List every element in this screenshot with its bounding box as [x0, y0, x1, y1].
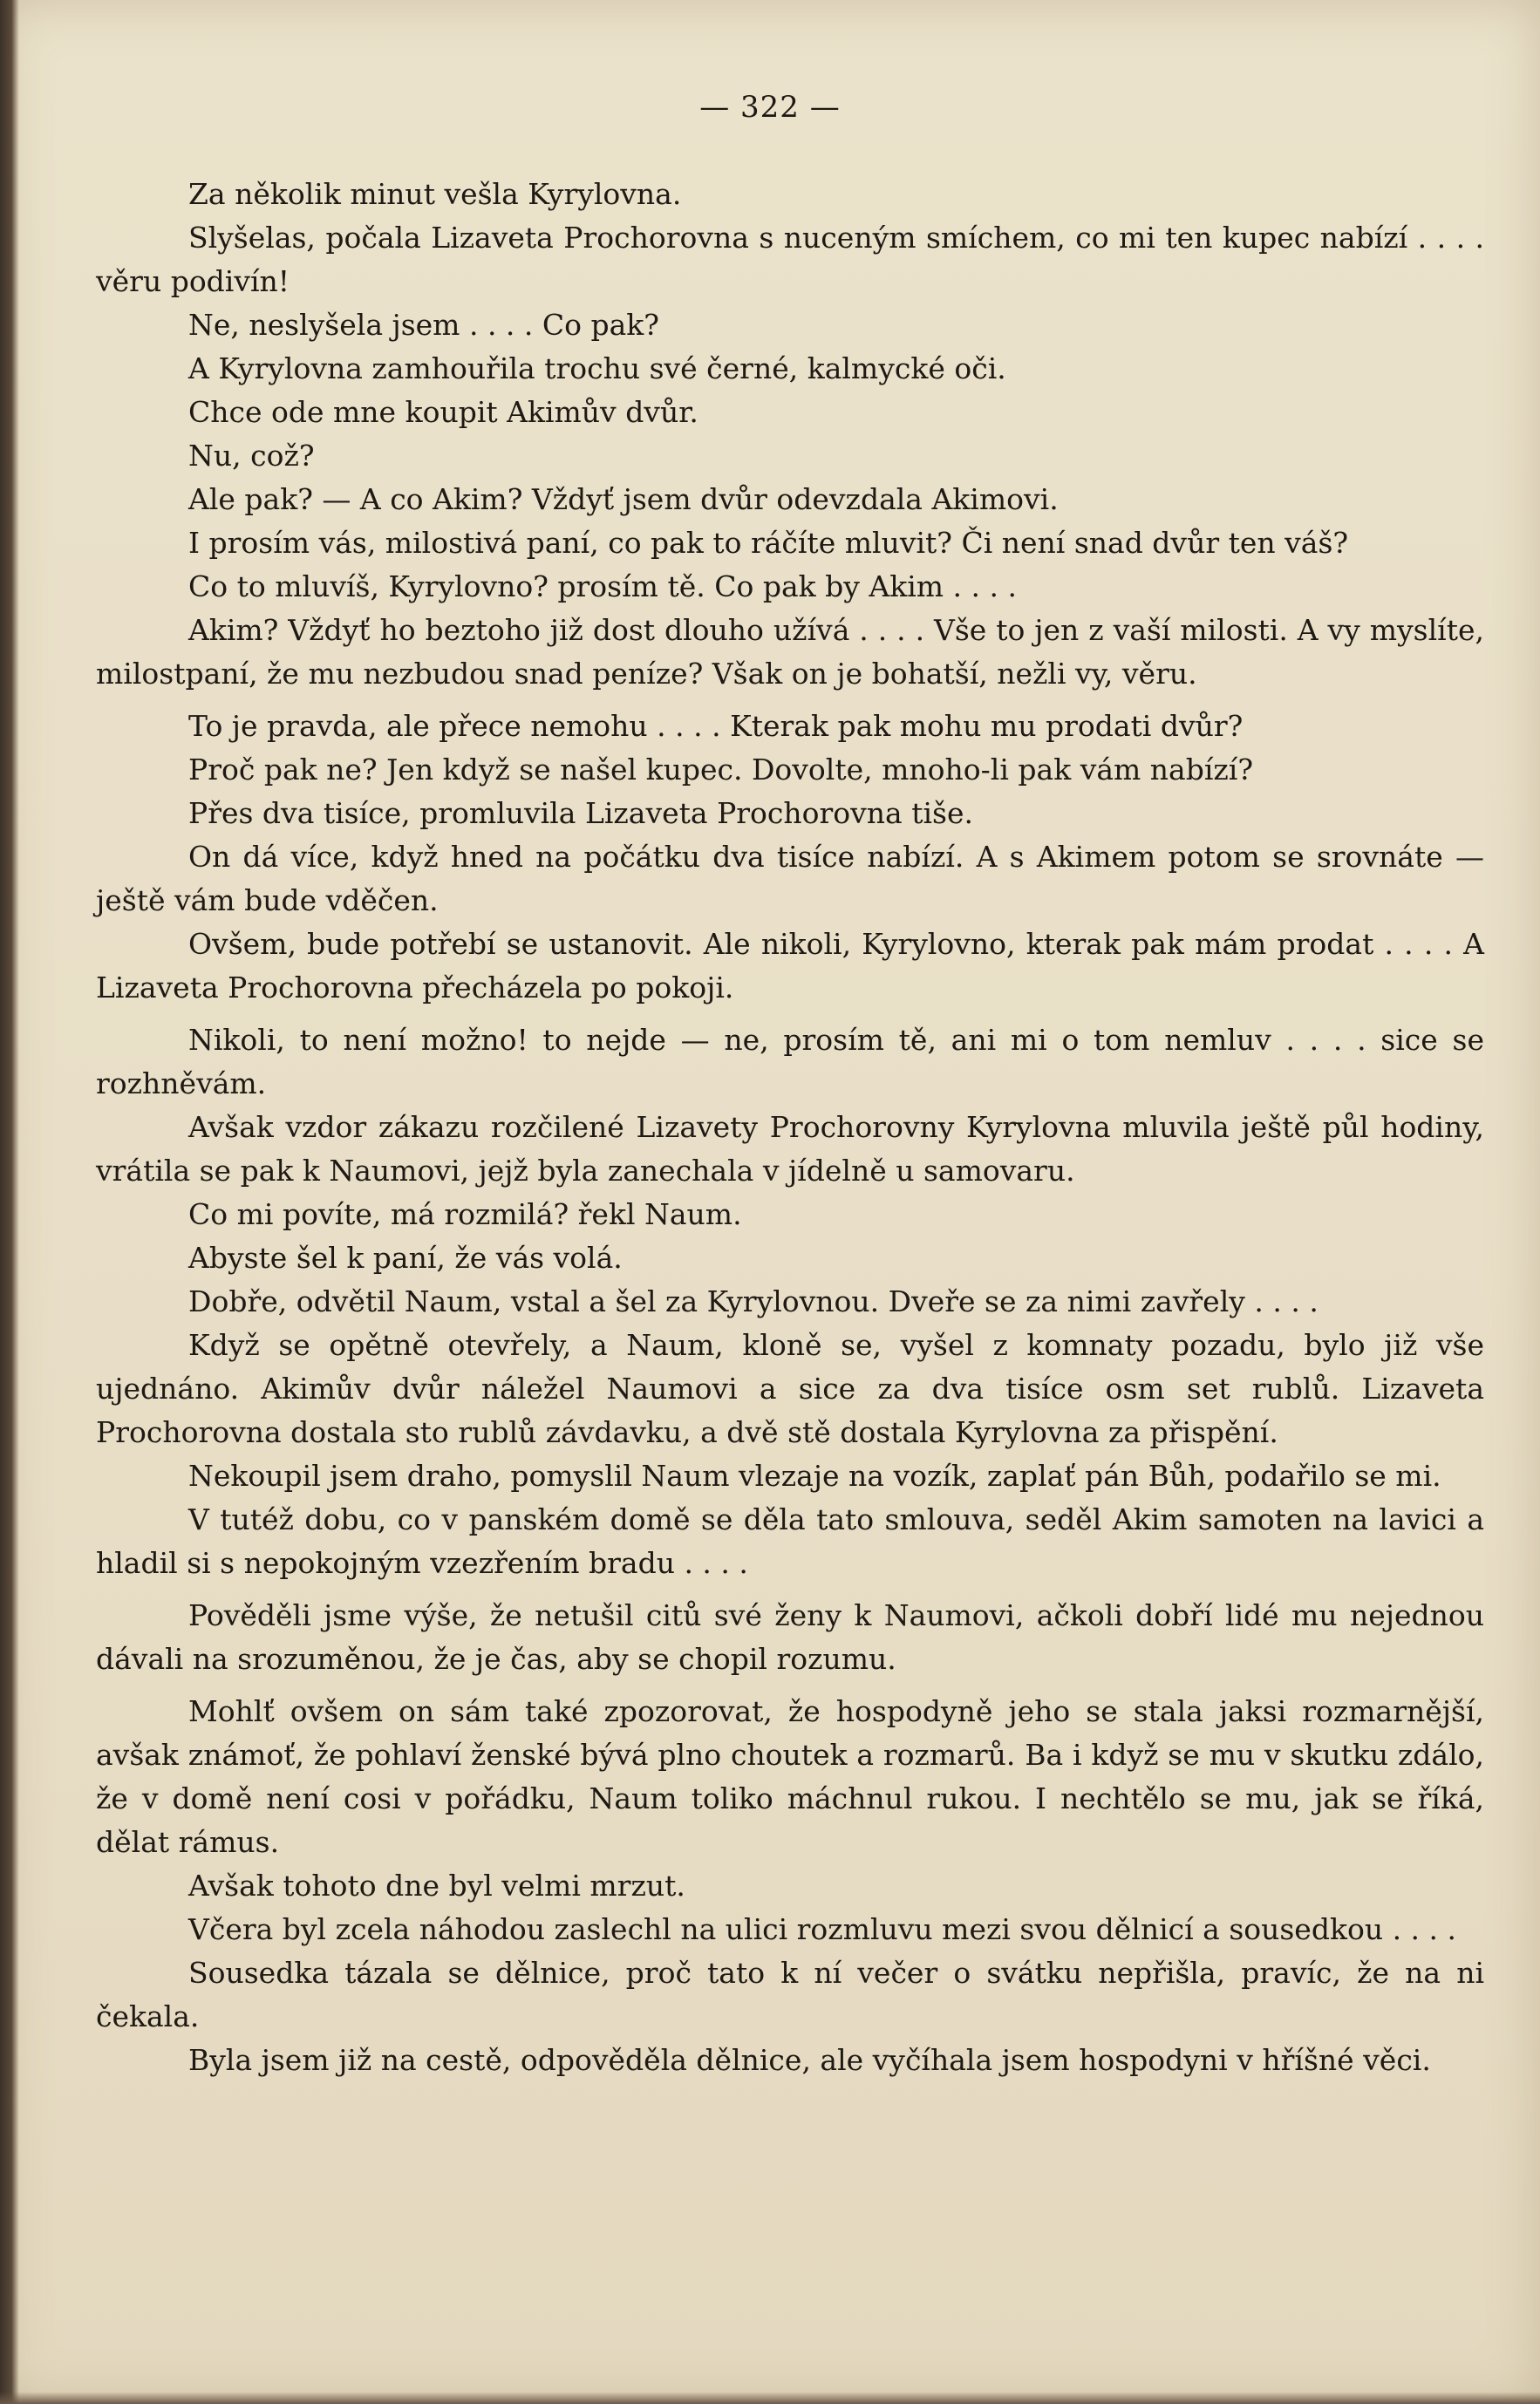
paragraph: Slyšelas, počala Lizaveta Prochorovna s nuceným smíchem, co mi ten kupec nabízí . . . . věru podivín! — [96, 221, 1484, 298]
paragraph: Proč pak ne? Jen když se našel kupec. Dovolte, mnoho-li pak vám nabízí? — [188, 753, 1254, 787]
paragraph: Co to mluvíš, Kyrylovno? prosím tě. Co pak by Akim . . . . — [188, 569, 1017, 603]
paragraph: Za několik minut vešla Kyrylovna. — [188, 177, 682, 211]
paragraph: Byla jsem již na cestě, odpověděla dělnice, ale vyčíhala jsem hospodyni v hříšné věci. — [188, 2043, 1431, 2077]
paragraph: I prosím vás, milostivá paní, co pak to ráčíte mluvit? Či není snad dvůr ten váš? — [188, 526, 1349, 560]
paragraph: A Kyrylovna zamhouřila trochu své černé, kalmycké oči. — [188, 351, 1006, 385]
paragraph: Ale pak? — A co Akim? Vždyť jsem dvůr odevzdala Akimovi. — [188, 482, 1059, 516]
paragraph: Nu, což? — [188, 439, 315, 473]
paragraph: Mohlť ovšem on sám také zpozorovat, že hospodyně jeho se stala jaksi rozmarnější, avšak známoť, že pohlaví ženské bývá plno choutek a rozmarů. Ba i když se mu v skutku zdálo, že v domě není cosi v pořádku, Naum toliko máchnul rukou. I nechtělo se mu, jak se říká, dělat rámus. — [96, 1694, 1484, 1859]
paragraph: Abyste šel k paní, že vás volá. — [188, 1241, 623, 1275]
paragraph: On dá více, když hned na počátku dva tisíce nabízí. A s Akimem potom se srovnáte — ještě vám bude vděčen. — [96, 840, 1484, 917]
paragraph: Avšak tohoto dne byl velmi mrzut. — [188, 1869, 685, 1903]
paragraph: Nikoli, to není možno! to nejde — ne, prosím tě, ani mi o tom nemluv . . . . sice se rozhněvám. — [96, 1023, 1484, 1100]
paragraph: Ne, neslyšela jsem . . . . Co pak? — [188, 308, 659, 342]
paragraph: Dobře, odvětil Naum, vstal a šel za Kyrylovnou. Dveře se za nimi zavřely . . . . — [188, 1284, 1319, 1318]
page-binding-edge — [0, 0, 19, 2404]
paragraph: Akim? Vždyť ho beztoho již dost dlouho užívá . . . . Vše to jen z vaší milosti. A vy myslíte, milostpaní, že mu nezbudou snad peníze? Však on je bohatší, nežli vy, věru. — [96, 613, 1484, 691]
paragraph: Chce ode mne koupit Akimův dvůr. — [188, 395, 698, 429]
page-bottom-edge — [0, 2392, 1540, 2404]
paragraph: Nekoupil jsem draho, pomyslil Naum vlezaje na vozík, zaplať pán Bůh, podařilo se mi. — [188, 1459, 1441, 1493]
page-number: — 322 — — [699, 90, 841, 125]
paragraph: Když se opětně otevřely, a Naum, kloně se, vyšel z komnaty pozadu, bylo již vše ujednáno. Akimův dvůr náležel Naumovi a sice za dva tisíce osm set rublů. Lizaveta Prochorovna dostala sto rublů závdavku, a dvě stě dostala Kyrylovna za přispění. — [96, 1328, 1484, 1449]
paragraph: Co mi povíte, má rozmilá? řekl Naum. — [188, 1197, 742, 1231]
paragraph: Přes dva tisíce, promluvila Lizaveta Prochorovna tiše. — [188, 796, 973, 830]
paragraph: Včera byl zcela náhodou zaslechl na ulici rozmluvu mezi svou dělnicí a sousedkou . . . . — [188, 1912, 1456, 1946]
paragraph: Sousedka tázala se dělnice, proč tato k ní večer o svátku nepřišla, pravíc, že na ni čekala. — [96, 1956, 1484, 2033]
body-text — [96, 173, 1484, 2082]
paragraph: Avšak vzdor zákazu rozčilené Lizavety Prochorovny Kyrylovna mluvila ještě půl hodiny, vrátila se pak k Naumovi, jejž byla zanechala v jídelně u samovaru. — [96, 1110, 1484, 1188]
paragraph: Pověděli jsme výše, že netušil citů své ženy k Naumovi, ačkoli dobří lidé mu nejednou dávali na srozuměnou, že je čas, aby se chopil rozumu. — [96, 1598, 1484, 1676]
paragraph: V tutéž dobu, co v panském domě se děla tato smlouva, seděl Akim samoten na lavici a hladil si s nepokojným vzezřením bradu . . . . — [96, 1502, 1484, 1580]
paragraph: Ovšem, bude potřebí se ustanovit. Ale nikoli, Kyrylovno, kterak pak mám prodat . . . . A Lizaveta Prochorovna přecházela po pokoji. — [96, 927, 1484, 1005]
paragraph: To je pravda, ale přece nemohu . . . . Kterak pak mohu mu prodati dvůr? — [188, 709, 1244, 743]
